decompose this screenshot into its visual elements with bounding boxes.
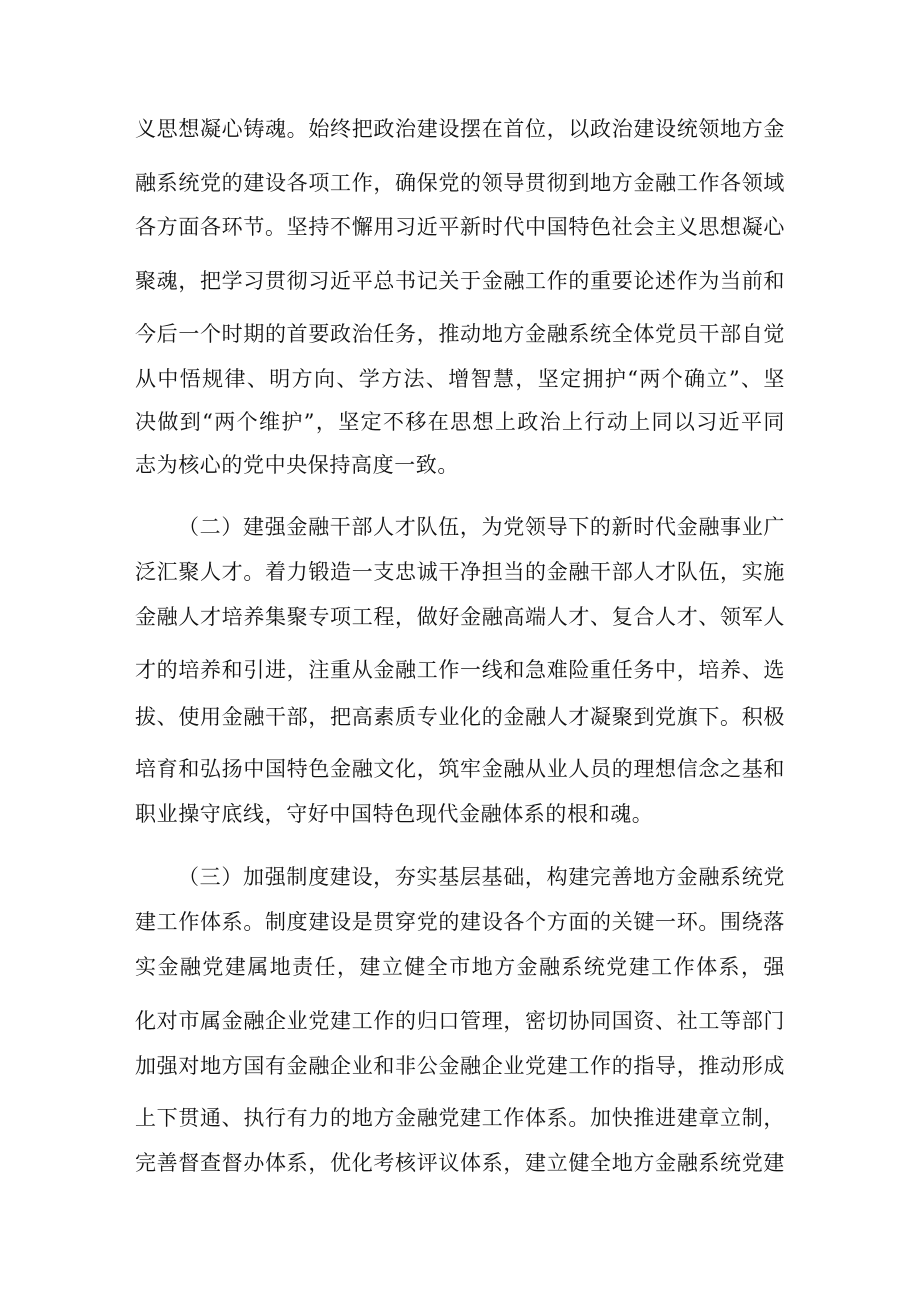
paragraph-line: 各方面各环节。坚持不懈用习近平新时代中国特色社会主义思想凝心 — [135, 215, 785, 239]
paragraph-line: 上下贯通、执行有力的地方金融党建工作体系。加快推进建章立制， — [135, 1106, 785, 1130]
paragraph-line: 加强对地方国有金融企业和非公金融企业党建工作的指导，推动形成 — [135, 1054, 785, 1078]
paragraph-line: 金融人才培养集聚专项工程，做好金融高端人才、复合人才、领军人 — [135, 605, 785, 629]
paragraph-line: 实金融党建属地责任，建立健全市地方金融系统党建工作体系，强 — [135, 955, 785, 979]
paragraph-line: 聚魂，把学习贯彻习近平总书记关于金融工作的重要论述作为当前和 — [135, 269, 785, 293]
paragraph-line: 职业操守底线，守好中国特色现代金融体系的根和魂。 — [135, 802, 654, 826]
paragraph-line: 泛汇聚人才。着力锻造一支忠诚干净担当的金融干部人才队伍，实施 — [135, 560, 785, 584]
paragraph-line: 决做到“两个维护”，坚定不移在思想上政治上行动上同以习近平同 — [135, 410, 785, 434]
paragraph-line: 义思想凝心铸魂。始终把政治建设摆在首位，以政治建设统领地方金 — [135, 117, 785, 141]
paragraph-line: 化对市属金融企业党建工作的归口管理，密切协同国资、社工等部门 — [135, 1009, 785, 1033]
paragraph-line: 拔、使用金融干部，把高素质专业化的金融人才凝聚到党旗下。积极 — [135, 705, 785, 729]
paragraph-line: （二）建强金融干部人才队伍，为党领导下的新时代金融事业广 — [178, 515, 785, 539]
paragraph-line: （三）加强制度建设，夯实基层基础，构建完善地方金融系统党 — [178, 865, 785, 889]
paragraph-line: 完善督查督办体系，优化考核评议体系，建立健全地方金融系统党建 — [135, 1151, 785, 1175]
paragraph-line: 才的培养和引进，注重从金融工作一线和急难险重任务中，培养、选 — [135, 658, 785, 682]
paragraph-line: 培育和弘扬中国特色金融文化，筑牢金融从业人员的理想信念之基和 — [135, 757, 785, 781]
paragraph-line: 志为核心的党中央保持高度一致。 — [135, 453, 459, 477]
paragraph-line: 今后一个时期的首要政治任务，推动地方金融系统全体党员干部自觉 — [135, 322, 785, 346]
paragraph-line: 融系统党的建设各项工作，确保党的领导贯彻到地方金融工作各领域 — [135, 171, 785, 195]
paragraph-line: 从中悟规律、明方向、学方法、增智慧，坚定拥护“两个确立”、坚 — [135, 367, 785, 391]
paragraph-line: 建工作体系。制度建设是贯穿党的建设各个方面的关键一环。围绕落 — [135, 910, 785, 934]
